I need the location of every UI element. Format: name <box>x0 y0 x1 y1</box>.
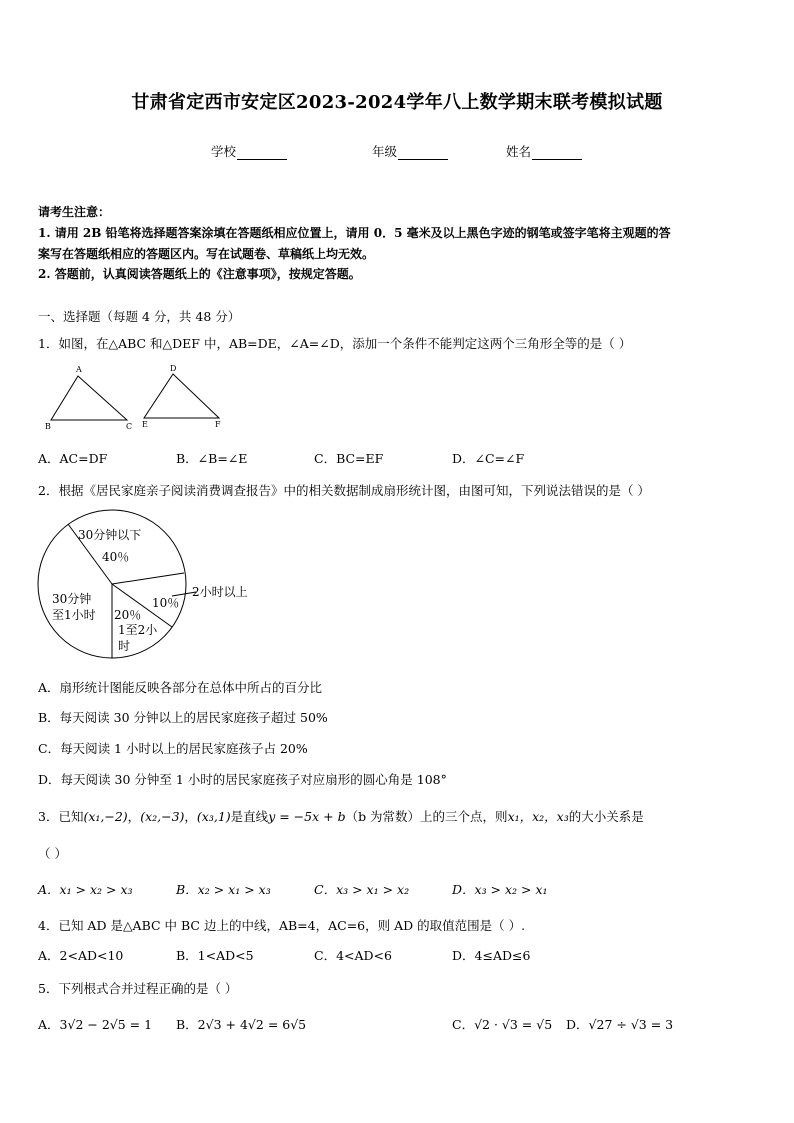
q3-number: 3．已知 <box>38 809 84 824</box>
q5-option-d[interactable]: D．√27 ÷ √3 = 3 <box>566 1017 674 1032</box>
name-field[interactable] <box>506 142 582 160</box>
pie-pct-over-2h: 10％ <box>152 596 180 610</box>
q2-option-b[interactable]: B．每天阅读 30 分钟以上的居民家庭孩子超过 50% <box>38 710 328 725</box>
notice-heading: 请考生注意： <box>38 205 111 219</box>
label-b: B <box>45 422 51 431</box>
q3-option-a[interactable]: A．x₁ > x₂ > x₃ <box>38 882 133 897</box>
school-label: 学校 <box>211 144 237 159</box>
pie-label-over-2h: 2小时以上 <box>192 585 248 599</box>
q2-pie-chart <box>36 508 266 666</box>
q3-stem: 3．已知(x₁,−2)，(x₂,−3)，(x₃,1)是直线y = −5x + b（b 为常数）上的三个点，则x₁，x₂，x₃的大小关系是 <box>38 809 644 824</box>
q3-line-equation: y = −5x + b <box>268 809 346 824</box>
q2-stem: 2．根据《居民家庭亲子阅读消费调查报告》中的相关数据制成扇形统计图，由图可知，下列说法错误的是（ ） <box>38 483 650 498</box>
q4-stem: 4．已知 AD 是△ABC 中 BC 边上的中线，AB=4，AC=6，则 AD 的取值范围是（ ）. <box>38 918 526 933</box>
q3-mid: 是直线 <box>230 809 269 824</box>
name-blank[interactable] <box>532 146 582 160</box>
pie-pct-1-2h: 20％ <box>114 608 142 622</box>
label-c: C <box>126 422 133 431</box>
grade-field[interactable] <box>372 142 448 160</box>
q3-option-c[interactable]: C．x₃ > x₁ > x₂ <box>314 882 410 897</box>
pie-pct-under-30min: 40％ <box>102 550 130 564</box>
grade-blank[interactable] <box>398 146 448 160</box>
label-a: A <box>76 365 82 374</box>
q5-option-a[interactable]: A．3√2 − 2√5 = 1 <box>38 1017 153 1032</box>
q3-point-3: (x₃,1) <box>196 809 231 824</box>
q4-option-a[interactable]: A．2<AD<10 <box>38 948 124 963</box>
pie-label-30min-1h-a: 30分钟 <box>52 592 92 606</box>
q3-b-note: （b 为常数）上的三个点，则 <box>345 809 508 824</box>
q1-option-d[interactable]: D．∠C=∠F <box>452 451 525 466</box>
q3-paren: （ ） <box>38 846 67 861</box>
q1-stem: 1．如图，在△ABC 和△DEF 中，AB=DE，∠A=∠D，添加一个条件不能判定这两个三角形全等的是（ ） <box>38 336 632 351</box>
triangle-abc <box>51 376 127 420</box>
q3-point-2: (x₂,−3) <box>140 809 185 824</box>
q5-stem: 5．下列根式合并过程正确的是（ ） <box>38 981 238 996</box>
pie-divider-2 <box>112 573 184 584</box>
q1-option-c[interactable]: C．BC=EF <box>314 451 384 466</box>
q5-option-c[interactable]: C．√2 · √3 = √5 <box>452 1017 553 1032</box>
q2-option-a[interactable]: A．扇形统计图能反映各部分在总体中所占的百分比 <box>38 680 323 695</box>
q3-tail: 的大小关系是 <box>568 809 644 824</box>
q2-option-c[interactable]: C．每天阅读 1 小时以上的居民家庭孩子占 20% <box>38 741 308 756</box>
pie-label-under-30min: 30分钟以下 <box>78 528 142 542</box>
q4-option-d[interactable]: D．4≤AD≤6 <box>452 948 531 963</box>
pie-label-30min-1h-b: 至1小时 <box>52 608 96 622</box>
pie-label-1-2h-a: 1至2小 <box>118 623 158 637</box>
school-field[interactable] <box>211 142 287 160</box>
notice-line-1a: 1. 请用 2B 铅笔将选择题答案涂填在答题纸相应位置上，请用 0．5 毫米及以上黑色字迹的钢笔或签字笔将主观题的答 <box>38 226 671 240</box>
name-label: 姓名 <box>506 144 532 159</box>
label-e: E <box>142 420 148 429</box>
q3-vars: x₁，x₂，x₃ <box>507 809 569 824</box>
q4-option-b[interactable]: B．1<AD<5 <box>176 948 254 963</box>
q3-option-d[interactable]: D．x₃ > x₂ > x₁ <box>452 882 548 897</box>
notice-line-1b: 案写在答题纸相应的答题区内。写在试题卷、草稿纸上均无效。 <box>38 247 375 261</box>
q3-point-1: (x₁,−2) <box>83 809 128 824</box>
pie-label-1-2h-b: 时 <box>118 639 131 653</box>
q5-option-b[interactable]: B．2√3 + 4√2 = 6√5 <box>176 1017 307 1032</box>
section-heading: 一、选择题（每题 4 分，共 48 分） <box>38 309 241 324</box>
q1-option-b[interactable]: B．∠B=∠E <box>176 451 248 466</box>
triangle-def <box>144 374 219 418</box>
label-d: D <box>170 364 177 373</box>
page-title: 甘肃省定西市安定区2023-2024学年八上数学期末联考模拟试题 <box>131 92 663 113</box>
q3-option-b[interactable]: B．x₂ > x₁ > x₃ <box>176 882 271 897</box>
grade-label: 年级 <box>372 144 398 159</box>
label-f: F <box>215 420 221 429</box>
q1-option-a[interactable]: A．AC=DF <box>38 451 108 466</box>
q4-option-c[interactable]: C．4<AD<6 <box>314 948 392 963</box>
q2-option-d[interactable]: D．每天阅读 30 分钟至 1 小时的居民家庭孩子对应扇形的圆心角是 108° <box>38 772 447 787</box>
school-blank[interactable] <box>237 146 287 160</box>
notice-line-2: 2. 答题前，认真阅读答题纸上的《注意事项》，按规定答题。 <box>38 267 361 281</box>
q1-triangles-figure <box>40 362 230 434</box>
